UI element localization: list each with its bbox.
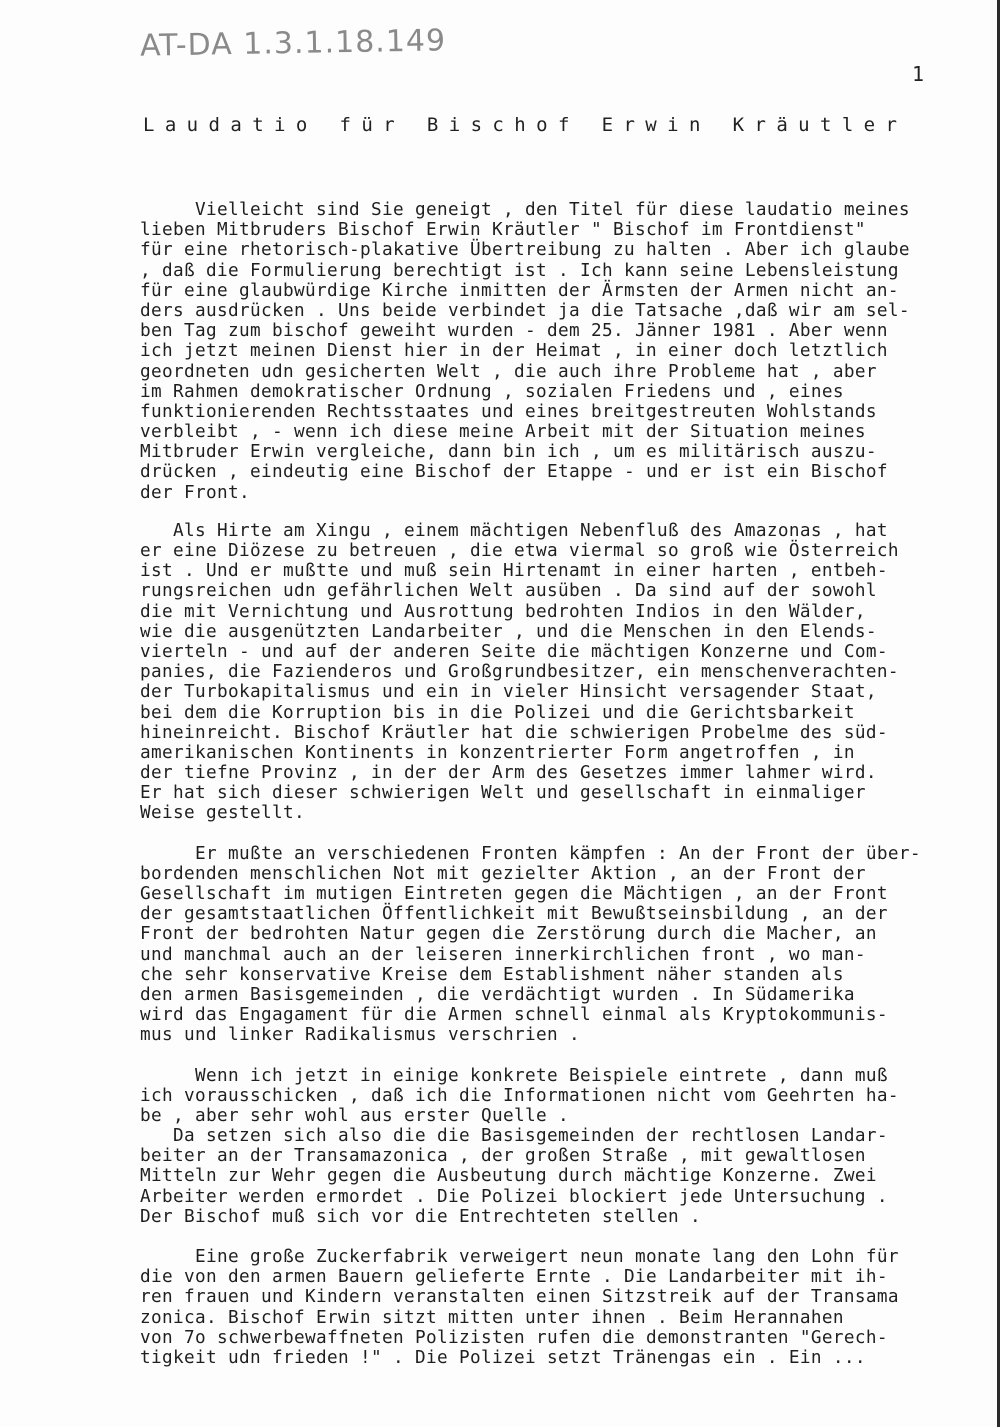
text-line: im Rahmen demokratischer Ordnung , sozialen Friedens und , eines (140, 381, 844, 402)
text-line: und manchmal auch an der leiseren innerkirchlichen front , wo man- (140, 944, 866, 965)
text-line: die von den armen Bauern gelieferte Ernte . Die Landarbeiter mit ih- (140, 1267, 888, 1288)
text-line: bordenden menschlichen Not mit gezielter Aktion , an der Front der (140, 863, 866, 884)
archive-reference: AT-DA 1.3.1.18.149 (139, 23, 447, 64)
text-line: ich vorausschicken , daß ich die Informationen nicht vom Geehrten ha- (140, 1085, 899, 1106)
text-line: Mitbruder Erwin vergleiche, dann bin ich , um es militärisch auszu- (140, 442, 877, 463)
text-line: für eine glaubwürdige Kirche inmitten der Ärmsten der Armen nicht an- (140, 280, 899, 301)
text-line: Er mußte an verschiedenen Fronten kämpfen : An der Front der über- (140, 843, 921, 864)
text-line: rungsreichen udn gefährlichen Welt ausüben . Da sind auf der sowohl (140, 581, 877, 602)
text-line: funktionierenden Rechtsstaates und eines breitgestreuten Wohlstands (140, 401, 877, 422)
text-line: Der Bischof muß sich vor die Entrechteten stellen . (140, 1206, 701, 1227)
text-line: der tiefne Provinz , in der der Arm des Gesetzes immer lahmer wird. (140, 763, 877, 784)
text-line: wie die ausgenützten Landarbeiter , und die Menschen in den Elends- (140, 621, 877, 642)
text-line: von 7o schwerbewaffneten Polizisten rufen die demonstranten "Gerech- (140, 1327, 888, 1348)
text-line: drücken , eindeutig eine Bischof der Etappe - und er ist ein Bischof (140, 462, 888, 483)
paragraph-gap (140, 1046, 1000, 1066)
text-line: er eine Diözese zu betreuen , die etwa viermal so groß wie Österreich (140, 541, 899, 561)
text-line: Weise gestellt. (140, 803, 305, 824)
text-line: mus und linker Radikalismus verschrien . (140, 1025, 580, 1046)
text-line: Vielleicht sind Sie geneigt , den Titel für diese laudatio meines (140, 200, 910, 220)
text-line: für eine rhetorisch-plakative Übertreibung zu halten . Aber ich glaube (140, 240, 910, 261)
text-line: Arbeiter werden ermordet . Die Polizei blockiert jede Untersuchung . (140, 1186, 888, 1207)
paragraph (140, 1247, 1000, 1368)
text-line: Front der bedrohten Natur gegen die Zerstörung durch die Macher, an (140, 924, 877, 945)
paragraph (140, 521, 1000, 824)
text-line: be , aber sehr wohl aus erster Quelle . (140, 1105, 569, 1126)
text-line: der Front. (140, 482, 250, 503)
text-line: Als Hirte am Xingu , einem mächtigen Nebenfluß des Amazonas , hat (140, 520, 888, 541)
page-number: 1 (912, 62, 925, 86)
text-line: , daß die Formulierung berechtigt ist . Ich kann seine Lebensleistung (140, 260, 899, 281)
text-line: Gesellschaft im mutigen Eintreten gegen die Mächtigen , an der Front (140, 884, 888, 904)
paragraph-gap (140, 503, 1000, 521)
text-line: geordneten udn gesicherten Welt , die auch ihre Probleme hat , aber (140, 361, 877, 382)
text-line: den armen Basisgemeinden , die verdächtigt wurden . In Südamerika (140, 984, 855, 1005)
text-line: bei dem die Korruption bis in die Polizei und die Gerichtsbarkeit (140, 702, 855, 723)
text-line: der Turbokapitalismus und ein in vieler Hinsicht versagender Staat, (140, 682, 877, 703)
paragraph-gap (140, 1227, 1000, 1247)
text-line: beiter an der Transamazonica , der großen Straße , mit gewaltlosen (140, 1146, 866, 1167)
text-line: lieben Mitbruders Bischof Erwin Kräutler " Bischof im Frontdienst" (140, 220, 866, 241)
text-line: die mit Vernichtung und Ausrottung bedrohten Indios in den Wälder, (140, 601, 866, 622)
text-line: ren frauen und Kindern veranstalten einen Sitzstreik auf der Transama (140, 1287, 899, 1308)
text-line: tigkeit udn frieden !" . Die Polizei setzt Tränengas ein . Ein ... (140, 1347, 866, 1368)
text-line: Da setzen sich also die die Basisgemeinden der rechtlosen Landar- (140, 1126, 888, 1147)
text-line: ders ausdrücken . Uns beide verbindet ja die Tatsache ,daß wir am sel- (140, 300, 910, 321)
paragraph-gap (140, 824, 1000, 844)
paragraph (140, 1066, 1000, 1228)
paragraph (140, 200, 1000, 503)
text-line: panies, die Fazienderos und Großgrundbesitzer, ein menschenverachten- (140, 662, 899, 683)
text-line: der gesamtstaatlichen Öffentlichkeit mit Bewußtseinsbildung , an der (140, 904, 888, 925)
text-line: ben Tag zum bischof geweiht wurden - dem 25. Jänner 1981 . Aber wenn (140, 321, 888, 342)
paragraph (140, 844, 1000, 1046)
text-line: amerikanischen Kontinents in konzentrierter Form angetroffen , in (140, 742, 855, 763)
text-line: vierteln - und auf der anderen Seite die mächtigen Konzerne und Com- (140, 641, 888, 662)
text-line: zonica. Bischof Erwin sitzt mitten unter ihnen . Beim Herannahen (140, 1307, 844, 1328)
text-line: che sehr konservative Kreise dem Establishment näher standen als (140, 964, 844, 985)
text-line: hineinreicht. Bischof Kräutler hat die schwierigen Probelme des süd- (140, 722, 888, 743)
text-line: Wenn ich jetzt in einige konkrete Beispiele eintrete , dann muß (140, 1065, 888, 1086)
document-title: Laudatio für Bischof Erwin Kräutler (143, 114, 908, 136)
text-line: ich jetzt meinen Dienst hier in der Heimat , in einer doch letztlich (140, 341, 888, 362)
text-line: wird das Engagament für die Armen schnell einmal als Kryptokommunis- (140, 1005, 888, 1026)
document-body (140, 200, 1000, 1368)
text-line: ist . Und er mußtte und muß sein Hirtenamt in einer harten , entbeh- (140, 561, 888, 582)
text-line: Eine große Zuckerfabrik verweigert neun monate lang den Lohn für (140, 1247, 899, 1267)
text-line: Er hat sich dieser schwierigen Welt und gesellschaft in einmaliger (140, 783, 866, 804)
text-line: verbleibt , - wenn ich diese meine Arbeit mit der Situation meines (140, 422, 866, 443)
text-line: Mitteln zur Wehr gegen die Ausbeutung durch mächtige Konzerne. Zwei (140, 1166, 877, 1187)
